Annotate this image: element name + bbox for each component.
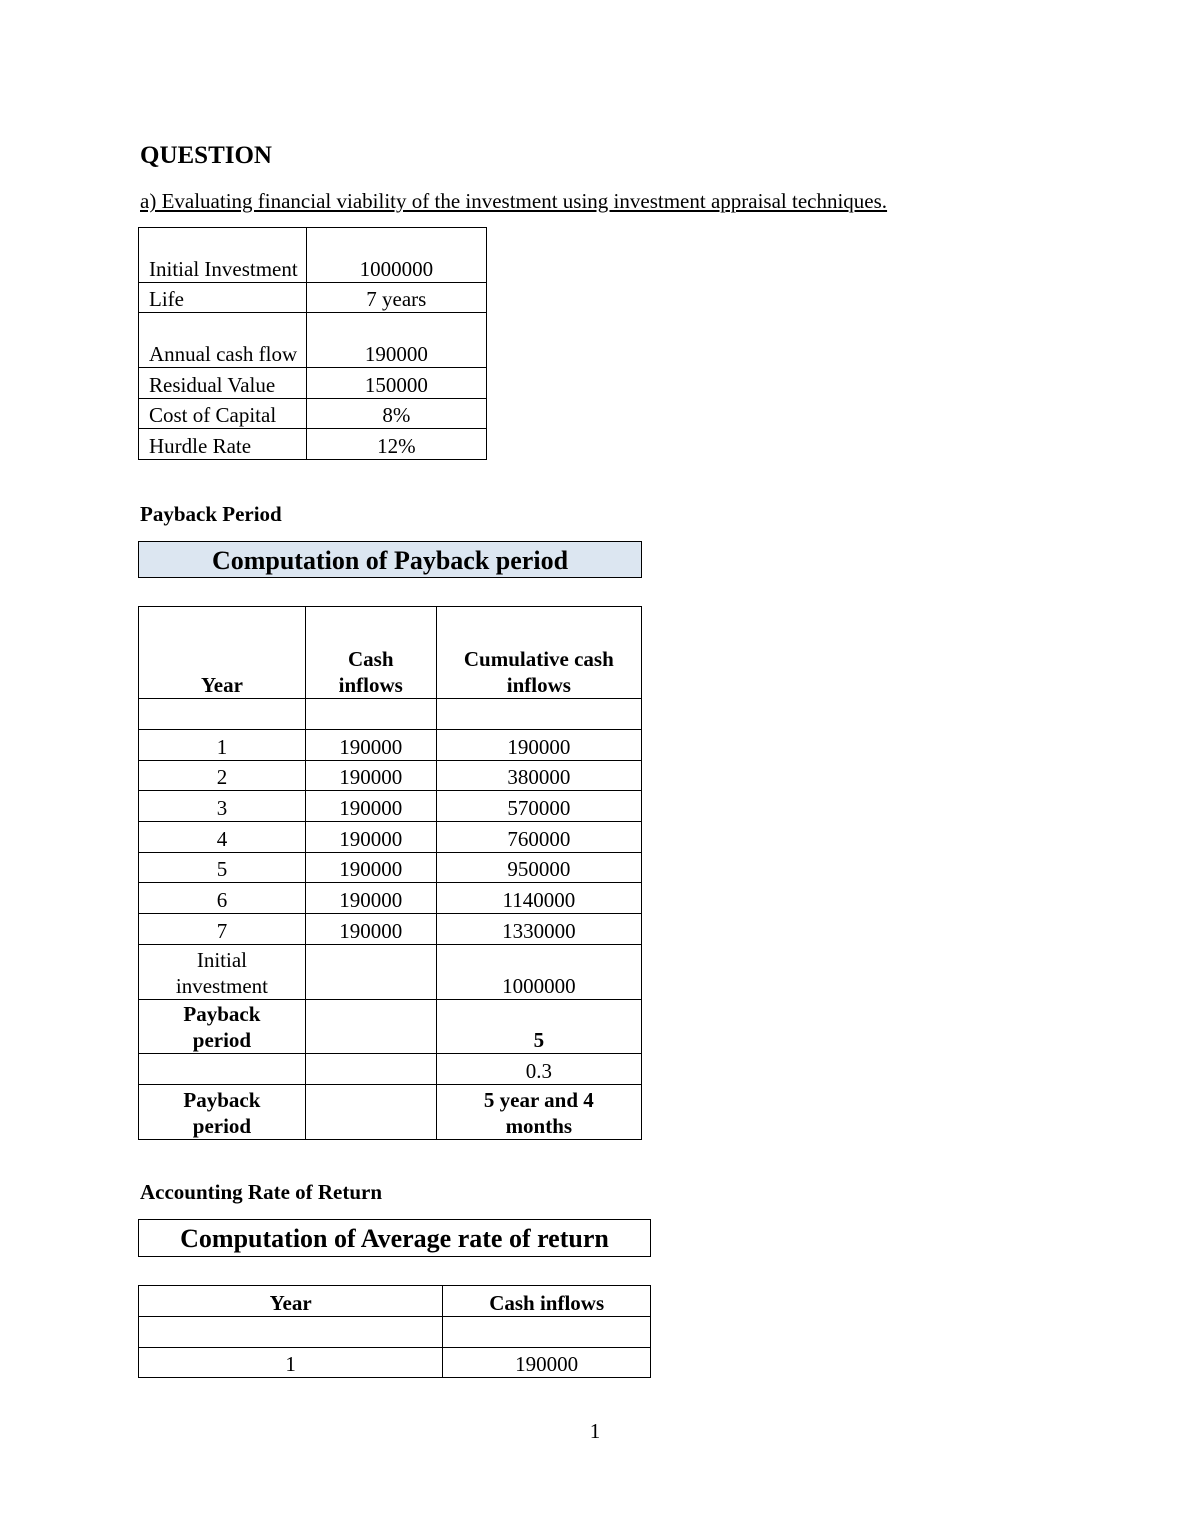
year-cell: 3 — [139, 791, 306, 822]
cumulative-cell: 190000 — [436, 730, 641, 761]
year-cell: 4 — [139, 822, 306, 853]
empty-cell — [305, 1085, 436, 1140]
cumulative-cell: 760000 — [436, 822, 641, 853]
cash-cell: 190000 — [305, 853, 436, 883]
cash-cell: 190000 — [305, 883, 436, 914]
payback-banner: Computation of Payback period — [138, 541, 642, 578]
cash-cell: 190000 — [305, 761, 436, 791]
cumulative-cell: 950000 — [436, 853, 641, 883]
arr-section-title: Accounting Rate of Return — [140, 1180, 383, 1204]
table-row — [139, 853, 642, 883]
year-cell: 1 — [139, 730, 306, 761]
page-heading: QUESTION — [140, 142, 272, 169]
param-value: 12% — [306, 429, 486, 460]
section-subheading: a) Evaluating financial viability of the investment using investment appraisal techniques. — [140, 189, 888, 213]
investment-parameters-table — [138, 227, 487, 460]
header-year: Year — [139, 607, 306, 699]
empty-cell — [139, 1317, 443, 1348]
year-cell: 6 — [139, 883, 306, 914]
arr-table — [138, 1285, 651, 1378]
param-label: Life — [139, 283, 307, 313]
param-label: Hurdle Rate — [139, 429, 307, 460]
param-value: 1000000 — [306, 228, 486, 283]
cumulative-cell: 1330000 — [436, 914, 641, 945]
param-label: Cost of Capital — [139, 399, 307, 429]
table-row — [139, 228, 487, 283]
header-cash-inflows: Cash inflows — [305, 607, 436, 699]
table-row — [139, 1000, 642, 1054]
table-row — [139, 368, 487, 399]
table-row — [139, 914, 642, 945]
page-number: 1 — [589, 1419, 601, 1443]
table-header-row — [139, 1286, 651, 1317]
table-row — [139, 1085, 642, 1140]
payback-period-value: 5 — [436, 1000, 641, 1054]
initial-investment-value: 1000000 — [436, 945, 641, 1000]
cash-cell: 190000 — [305, 822, 436, 853]
header-year: Year — [139, 1286, 443, 1317]
empty-cell — [305, 1000, 436, 1054]
cash-cell: 190000 — [443, 1348, 651, 1378]
table-row — [139, 945, 642, 1000]
payback-final-value: 5 year and 4 months — [436, 1085, 641, 1140]
empty-cell — [305, 945, 436, 1000]
table-row — [139, 283, 487, 313]
header-cumulative: Cumulative cash inflows — [436, 607, 641, 699]
param-value: 190000 — [306, 313, 486, 368]
table-row — [139, 1348, 651, 1378]
year-cell: 2 — [139, 761, 306, 791]
table-header-row — [139, 607, 642, 699]
param-label: Annual cash flow — [139, 313, 307, 368]
cash-cell: 190000 — [305, 730, 436, 761]
cumulative-cell: 570000 — [436, 791, 641, 822]
empty-cell — [305, 699, 436, 730]
arr-banner: Computation of Average rate of return — [138, 1219, 651, 1257]
param-value: 7 years — [306, 283, 486, 313]
empty-cell — [443, 1317, 651, 1348]
param-value: 150000 — [306, 368, 486, 399]
table-row — [139, 761, 642, 791]
payback-table — [138, 606, 642, 1140]
cumulative-cell: 1140000 — [436, 883, 641, 914]
table-row — [139, 429, 487, 460]
table-row — [139, 1317, 651, 1348]
table-row — [139, 730, 642, 761]
param-value: 8% — [306, 399, 486, 429]
empty-cell — [436, 699, 641, 730]
payback-final-label: Payback period — [139, 1085, 306, 1140]
initial-investment-label: Initial investment — [139, 945, 306, 1000]
table-row — [139, 1054, 642, 1085]
header-cash-inflows: Cash inflows — [443, 1286, 651, 1317]
cash-cell: 190000 — [305, 791, 436, 822]
table-row — [139, 399, 487, 429]
param-label: Initial Investment — [139, 228, 307, 283]
table-row — [139, 313, 487, 368]
empty-cell — [139, 699, 306, 730]
payback-period-label: Payback period — [139, 1000, 306, 1054]
table-row — [139, 791, 642, 822]
year-cell: 5 — [139, 853, 306, 883]
payback-section-title: Payback Period — [140, 502, 282, 526]
table-row — [139, 699, 642, 730]
empty-cell — [305, 1054, 436, 1085]
param-label: Residual Value — [139, 368, 307, 399]
table-row — [139, 883, 642, 914]
empty-cell — [139, 1054, 306, 1085]
table-row — [139, 822, 642, 853]
fraction-value: 0.3 — [436, 1054, 641, 1085]
cumulative-cell: 380000 — [436, 761, 641, 791]
cash-cell: 190000 — [305, 914, 436, 945]
year-cell: 7 — [139, 914, 306, 945]
year-cell: 1 — [139, 1348, 443, 1378]
